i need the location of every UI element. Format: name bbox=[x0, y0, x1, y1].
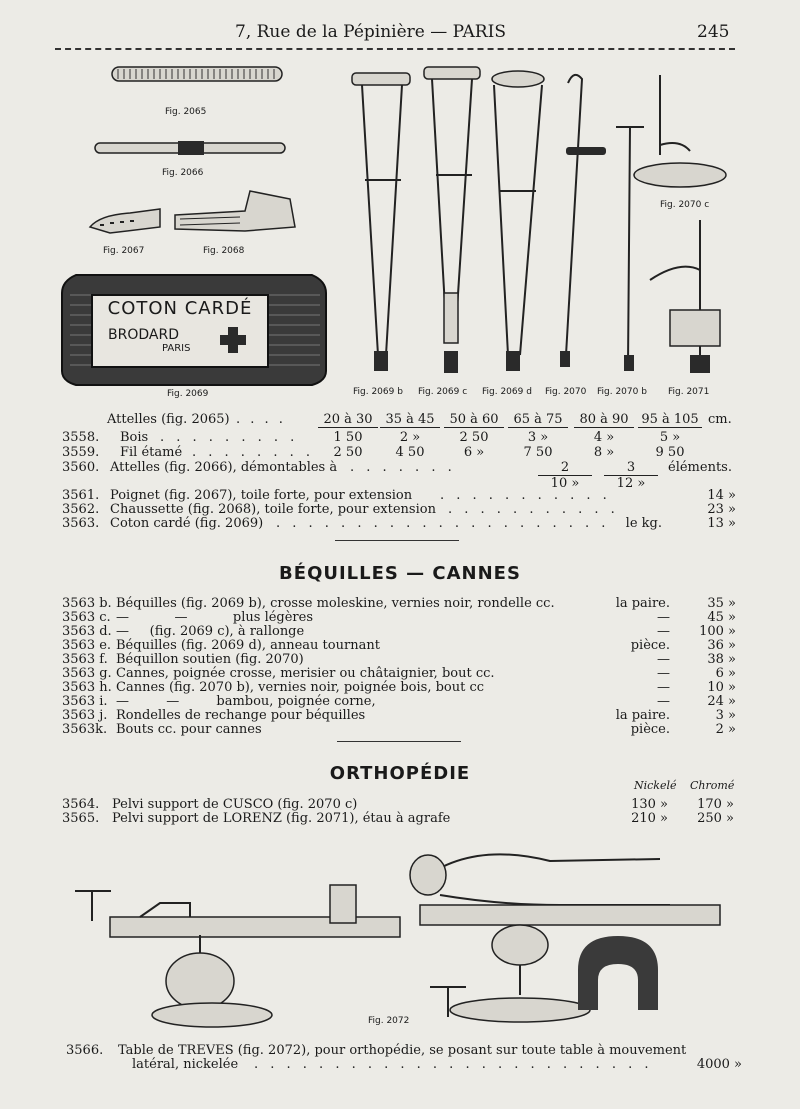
item-number: 3559. bbox=[62, 445, 100, 460]
item-unit: — bbox=[657, 610, 670, 625]
item-number: 3563 g. bbox=[62, 666, 112, 681]
crutch-illustration-2069b bbox=[352, 73, 410, 371]
price: 5 » bbox=[659, 430, 681, 445]
item-price: 36 » bbox=[707, 638, 736, 653]
size-1: 20 à 30 bbox=[318, 412, 378, 428]
pelvic-support-illustration-2070c bbox=[634, 75, 726, 187]
item-number: 3561. bbox=[62, 488, 100, 503]
item-number: 3563 f. bbox=[62, 652, 108, 667]
item-text: Pelvi support de LORENZ (fig. 2071), étau à agrafe bbox=[112, 811, 451, 826]
price-chrome: 250 » bbox=[697, 811, 734, 826]
item-text: Béquilles (fig. 2069 d), anneau tournant bbox=[116, 638, 380, 653]
item-text: Béquilles (fig. 2069 b), crosse moleskine, vernies noir, rondelle cc. bbox=[116, 596, 555, 611]
item-number: 3563 b. bbox=[62, 596, 112, 611]
cotton-box-label bbox=[92, 298, 268, 354]
header-rule bbox=[55, 48, 735, 50]
price: 7 50 bbox=[523, 445, 553, 460]
caption-fig-2068: Fig. 2068 bbox=[203, 246, 245, 256]
divider bbox=[335, 540, 459, 541]
page-header bbox=[0, 22, 800, 46]
item-unit: pièce. bbox=[630, 638, 670, 653]
price-chrome: 170 » bbox=[697, 797, 734, 812]
element-count: 2 bbox=[538, 460, 592, 476]
item-text: — — bambou, poignée corne, bbox=[116, 694, 376, 709]
item-price: 24 » bbox=[707, 694, 736, 709]
price: 12 » bbox=[616, 476, 646, 491]
item-number: 3563. bbox=[62, 516, 100, 531]
section-heading-orthopedie: ORTHOPÉDIE bbox=[329, 763, 471, 784]
item-price: 3 » bbox=[715, 708, 736, 723]
item-number: 3563 d. bbox=[62, 624, 112, 639]
price: 1 50 bbox=[333, 430, 363, 445]
item-number: 3564. bbox=[62, 797, 100, 812]
caption-fig-2069c: Fig. 2069 c bbox=[418, 387, 468, 397]
price: 3 » bbox=[527, 430, 549, 445]
item-unit: le kg. bbox=[625, 516, 662, 531]
treves-table-illustration bbox=[0, 825, 800, 1040]
splint-illustration bbox=[112, 67, 282, 81]
size-4: 65 à 75 bbox=[508, 412, 568, 428]
element-count: 3 bbox=[604, 460, 658, 476]
item-text: Bouts cc. pour cannes bbox=[116, 722, 262, 737]
jointed-splint-illustration bbox=[95, 141, 285, 155]
item-unit: — bbox=[657, 652, 670, 667]
item-price: 14 » bbox=[707, 488, 736, 503]
price: 6 » bbox=[463, 445, 485, 460]
caption-fig-2072: Fig. 2072 bbox=[368, 1016, 410, 1026]
price: 10 » bbox=[550, 476, 580, 491]
cane-illustration-2070b bbox=[616, 127, 644, 371]
item-number: 3563 j. bbox=[62, 708, 108, 723]
item-text: — (fig. 2069 c), à rallonge bbox=[116, 624, 305, 639]
caption-fig-2070c: Fig. 2070 c bbox=[660, 200, 710, 210]
item-price: 23 » bbox=[707, 502, 736, 517]
price: 2 50 bbox=[459, 430, 489, 445]
item-text: Rondelles de rechange pour béquilles bbox=[116, 708, 366, 723]
item-text: — — plus légères bbox=[116, 610, 314, 625]
price-nickele: 130 » bbox=[631, 797, 668, 812]
item-unit: la paire. bbox=[615, 708, 670, 723]
item-text: Cannes (fig. 2070 b), vernies noir, poignée bois, bout cc bbox=[116, 680, 485, 695]
caption-fig-2071: Fig. 2071 bbox=[668, 387, 710, 397]
size-5: 80 à 90 bbox=[574, 412, 634, 428]
item-number: 3565. bbox=[62, 811, 100, 826]
price: 4 50 bbox=[395, 445, 425, 460]
price: 8 » bbox=[593, 445, 615, 460]
item-text: Table de TREVES (fig. 2072), pour orthopédie, se posant sur toute table à mouvement bbox=[118, 1043, 687, 1058]
price: 4 » bbox=[593, 430, 615, 445]
caption-fig-2069: Fig. 2069 bbox=[167, 389, 209, 399]
column-nickele: Nickelé bbox=[634, 779, 677, 792]
box-label-line1: COTON CARDÉ bbox=[107, 298, 253, 319]
item-text: Coton cardé (fig. 2069) bbox=[110, 516, 264, 531]
caption-fig-2069d: Fig. 2069 d bbox=[482, 387, 532, 397]
size-6: 95 à 105 bbox=[638, 412, 702, 428]
caption-fig-2070b: Fig. 2070 b bbox=[597, 387, 647, 397]
caption-fig-2065: Fig. 2065 bbox=[165, 107, 207, 117]
price-nickele: 210 » bbox=[631, 811, 668, 826]
item-text: Poignet (fig. 2067), toile forte, pour extension bbox=[110, 488, 413, 503]
page-number: 245 bbox=[697, 22, 730, 42]
item-unit: — bbox=[657, 624, 670, 639]
item-number: 3558. bbox=[62, 430, 100, 445]
item-price: 100 » bbox=[699, 624, 736, 639]
section-heading-bequilles: BÉQUILLES — CANNES bbox=[279, 563, 521, 584]
item-unit: — bbox=[657, 666, 670, 681]
item-number: 3562. bbox=[62, 502, 100, 517]
item-text: Pelvi support de CUSCO (fig. 2070 c) bbox=[112, 797, 358, 812]
item-number: 3560. bbox=[62, 460, 100, 475]
item-text: Chaussette (fig. 2068), toile forte, pour extension bbox=[110, 502, 436, 517]
size-2: 35 à 45 bbox=[380, 412, 440, 428]
item-price: 10 » bbox=[707, 680, 736, 695]
item-number: 3563 i. bbox=[62, 694, 108, 709]
item-price: 45 » bbox=[707, 610, 736, 625]
item-text: Bois bbox=[120, 430, 149, 445]
item-number: 3563 c. bbox=[62, 610, 111, 625]
price: 2 » bbox=[399, 430, 421, 445]
item-number: 3563 h. bbox=[62, 680, 112, 695]
item-unit: la paire. bbox=[615, 596, 670, 611]
item-number: 3563k. bbox=[62, 722, 108, 737]
column-chrome: Chromé bbox=[690, 779, 735, 792]
crutch-illustration-2069d bbox=[492, 71, 544, 371]
caption-fig-2070: Fig. 2070 bbox=[545, 387, 587, 397]
item-text-continued: latéral, nickelée bbox=[132, 1057, 239, 1072]
header-title: 7, Rue de la Pépinière — PARIS bbox=[235, 22, 506, 42]
item-text: Cannes, poignée crosse, merisier ou châtaignier, bout cc. bbox=[116, 666, 495, 681]
caption-fig-2067: Fig. 2067 bbox=[103, 246, 145, 256]
item-price: 2 » bbox=[715, 722, 736, 737]
attelles-title: Attelles (fig. 2065) bbox=[107, 412, 230, 427]
item-unit: — bbox=[657, 680, 670, 695]
size-3: 50 à 60 bbox=[444, 412, 504, 428]
element-unit: éléments. bbox=[668, 460, 732, 475]
item-number: 3566. bbox=[66, 1043, 104, 1058]
crutch-support-illustration-2070 bbox=[560, 75, 606, 367]
item-text: Fil étamé bbox=[120, 445, 183, 460]
item-price: 35 » bbox=[707, 596, 736, 611]
caption-fig-2066: Fig. 2066 bbox=[162, 168, 204, 178]
extension-sock-illustration bbox=[175, 191, 295, 231]
pelvic-clamp-illustration-2071 bbox=[650, 220, 720, 373]
box-label-line2: BRODARD bbox=[108, 327, 179, 343]
item-number: 3563 e. bbox=[62, 638, 112, 653]
item-unit: — bbox=[657, 694, 670, 709]
caption-fig-2069b: Fig. 2069 b bbox=[353, 387, 403, 397]
item-price: 6 » bbox=[715, 666, 736, 681]
item-price: 13 » bbox=[707, 516, 736, 531]
item-price: 38 » bbox=[707, 652, 736, 667]
item-price: 4000 » bbox=[696, 1057, 742, 1072]
item-unit: pièce. bbox=[630, 722, 670, 737]
size-unit: cm. bbox=[708, 412, 732, 427]
box-label-line3: PARIS bbox=[162, 343, 191, 354]
price: 9 50 bbox=[655, 445, 685, 460]
wrist-strap-illustration bbox=[90, 209, 160, 233]
price: 2 50 bbox=[333, 445, 363, 460]
item-text: Béquillon soutien (fig. 2070) bbox=[116, 652, 304, 667]
item-text: Attelles (fig. 2066), démontables à bbox=[110, 460, 338, 475]
crutch-illustration-2069c bbox=[424, 67, 480, 373]
divider bbox=[337, 741, 461, 742]
